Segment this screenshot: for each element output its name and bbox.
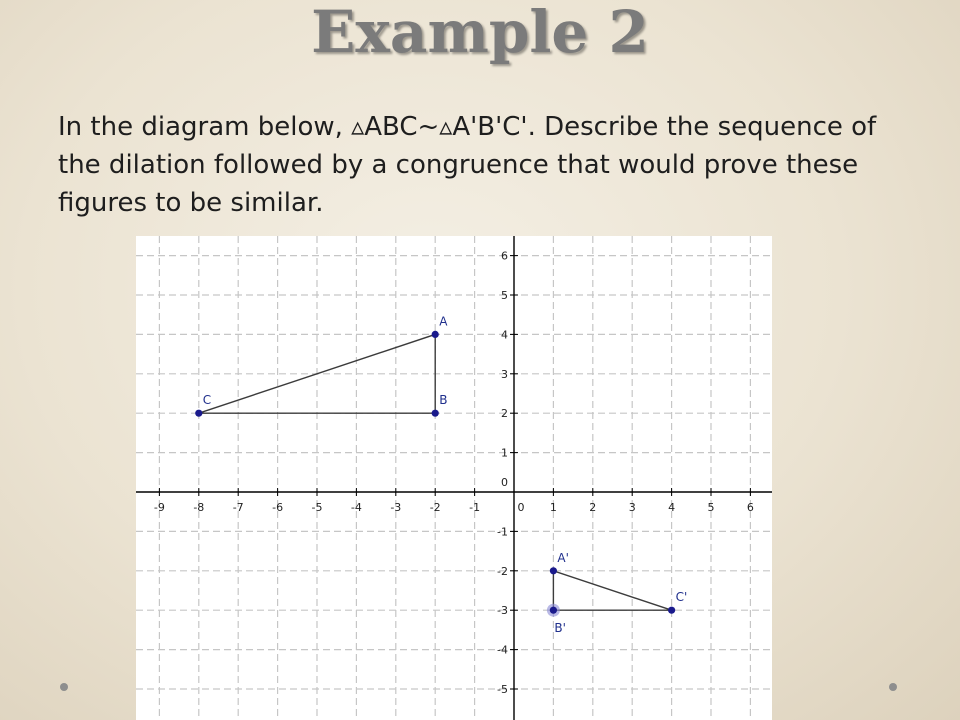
x-tick-label: 0 xyxy=(517,501,525,514)
y-tick-label: 0 xyxy=(501,476,508,489)
point-label: C' xyxy=(675,590,688,605)
x-tick-label: -4 xyxy=(350,501,362,514)
point-label: A xyxy=(439,314,448,329)
x-tick-label: -8 xyxy=(193,501,205,514)
y-tick-label: 6 xyxy=(501,249,508,263)
point-a xyxy=(432,331,439,338)
x-tick-label: 3 xyxy=(628,501,636,514)
point-label: C xyxy=(202,393,212,408)
point-a-prime xyxy=(550,567,557,574)
y-tick-label: -5 xyxy=(497,683,508,696)
point-label: B' xyxy=(554,621,566,636)
slide-title: Example 2 xyxy=(311,0,649,66)
x-tick-label: 4 xyxy=(668,501,676,514)
y-tick-label: 2 xyxy=(501,407,508,421)
x-tick-label: -9 xyxy=(153,501,165,514)
coordinate-graph xyxy=(136,236,772,720)
x-tick-label: -3 xyxy=(390,501,402,514)
y-tick-label: -3 xyxy=(497,604,508,618)
y-tick-label: 3 xyxy=(501,367,508,381)
x-tick-label: 2 xyxy=(589,501,597,514)
y-tick-label: -4 xyxy=(497,643,508,657)
x-tick-label: -5 xyxy=(311,501,323,514)
x-tick-label: -6 xyxy=(272,501,284,514)
x-tick-label: 5 xyxy=(707,501,715,514)
y-tick-label: 1 xyxy=(501,446,508,460)
decorative-dot-right xyxy=(889,683,897,691)
coordinate-plane xyxy=(136,236,772,720)
point-c xyxy=(195,410,202,417)
x-tick-label: 1 xyxy=(549,501,557,514)
point-c-prime xyxy=(668,607,675,614)
y-tick-label: -1 xyxy=(497,525,508,539)
y-tick-label: 4 xyxy=(501,328,508,342)
point-label: A' xyxy=(557,550,569,565)
point-b-prime xyxy=(550,607,557,614)
y-tick-label: 5 xyxy=(501,289,508,302)
point-b xyxy=(432,410,439,417)
x-tick-label: -2 xyxy=(429,501,441,514)
x-tick-label: -1 xyxy=(469,501,481,514)
point-label: B xyxy=(439,393,448,408)
x-tick-label: -7 xyxy=(232,501,244,514)
problem-statement: In the diagram below, ▵ABC~▵A'B'C'. Describe the sequence of the dilation followed by a congruence that would prove these figures to be similar. xyxy=(58,112,877,218)
x-tick-label: 6 xyxy=(746,501,754,514)
triangle-a-prime-b-prime-c-prime xyxy=(553,571,671,610)
y-tick-label: -2 xyxy=(497,564,508,578)
decorative-dot-left xyxy=(60,683,68,691)
